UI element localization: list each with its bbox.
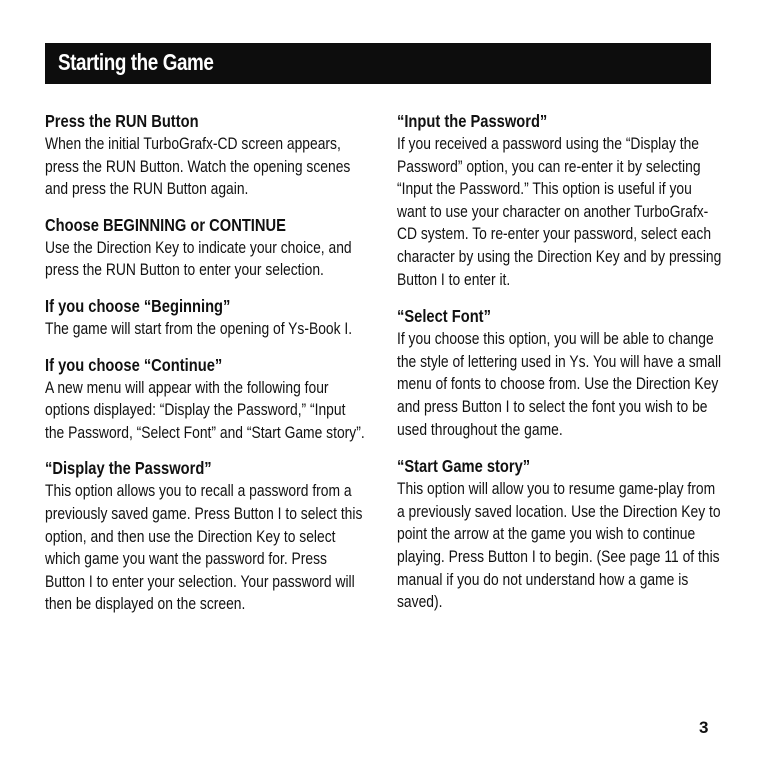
section-heading: Press the RUN Button: [45, 111, 199, 131]
section-choose-continue: [45, 354, 365, 445]
section-heading: “Select Font”: [397, 306, 491, 327]
section-press-run: [45, 110, 365, 201]
section-choose-beginning-continue: [45, 214, 365, 282]
section-body: When the initial TurboGrafx-CD screen appears, press the RUN Button. Watch the opening scenes and press the RUN Button again.: [45, 135, 351, 199]
section-select-font: [397, 305, 722, 441]
section-body: The game will start from the opening of Ys-Book I.: [45, 319, 353, 338]
section-header-bar: [45, 43, 711, 84]
section-body: If you choose this option, you will be able to change the style of lettering used in Ys. You will have a small menu of fonts to choose from. Use the Direction Key and press Button I to select the font you wish to be used throughout the game.: [397, 330, 722, 439]
section-body: This option will allow you to resume game-play from a previously saved location. Use the Direction Key to point the arrow at the game you wish to continue playing. Press Button I to begin. (See page 11 of this manual if you do not understand how a game is saved).: [397, 480, 721, 612]
section-start-game-story: [397, 455, 722, 614]
section-body: This option allows you to recall a password from a previously saved game. Press Button I to select this option, and then use the Direction Key to select which game you want the password for. Press Button I to enter your selection. Your password will then be displayed on the screen.: [45, 482, 363, 614]
section-heading: “Start Game story”: [397, 456, 531, 477]
left-column: [45, 110, 365, 629]
section-choose-beginning: [45, 295, 365, 341]
section-display-password: [45, 457, 365, 616]
page-number: 3: [699, 718, 709, 737]
section-heading: “Display the Password”: [45, 458, 212, 479]
section-heading: If you choose “Continue”: [45, 354, 223, 375]
right-column: [397, 110, 722, 628]
page-title: Starting the Game: [58, 49, 214, 75]
section-heading: “Input the Password”: [397, 111, 548, 131]
section-body: Use the Direction Key to indicate your choice, and press the RUN Button to enter your selection.: [45, 238, 352, 280]
section-body: A new menu will appear with the following four options displayed: “Display the Password,” “Input the Password, “Select Font” and “Start Game story”.: [45, 378, 365, 442]
section-heading: If you choose “Beginning”: [45, 295, 231, 316]
section-body: If you received a password using the “Display the Password” option, you can re-enter it by selecting “Input the Password.” This option is useful if you want to use your character on another TurboGrafx-CD system. To re-enter your password, select each character by using the Direction Key and by pressing Button I to enter it.: [397, 135, 722, 289]
section-input-password: [397, 110, 722, 291]
section-heading: Choose BEGINNING or CONTINUE: [45, 214, 286, 235]
